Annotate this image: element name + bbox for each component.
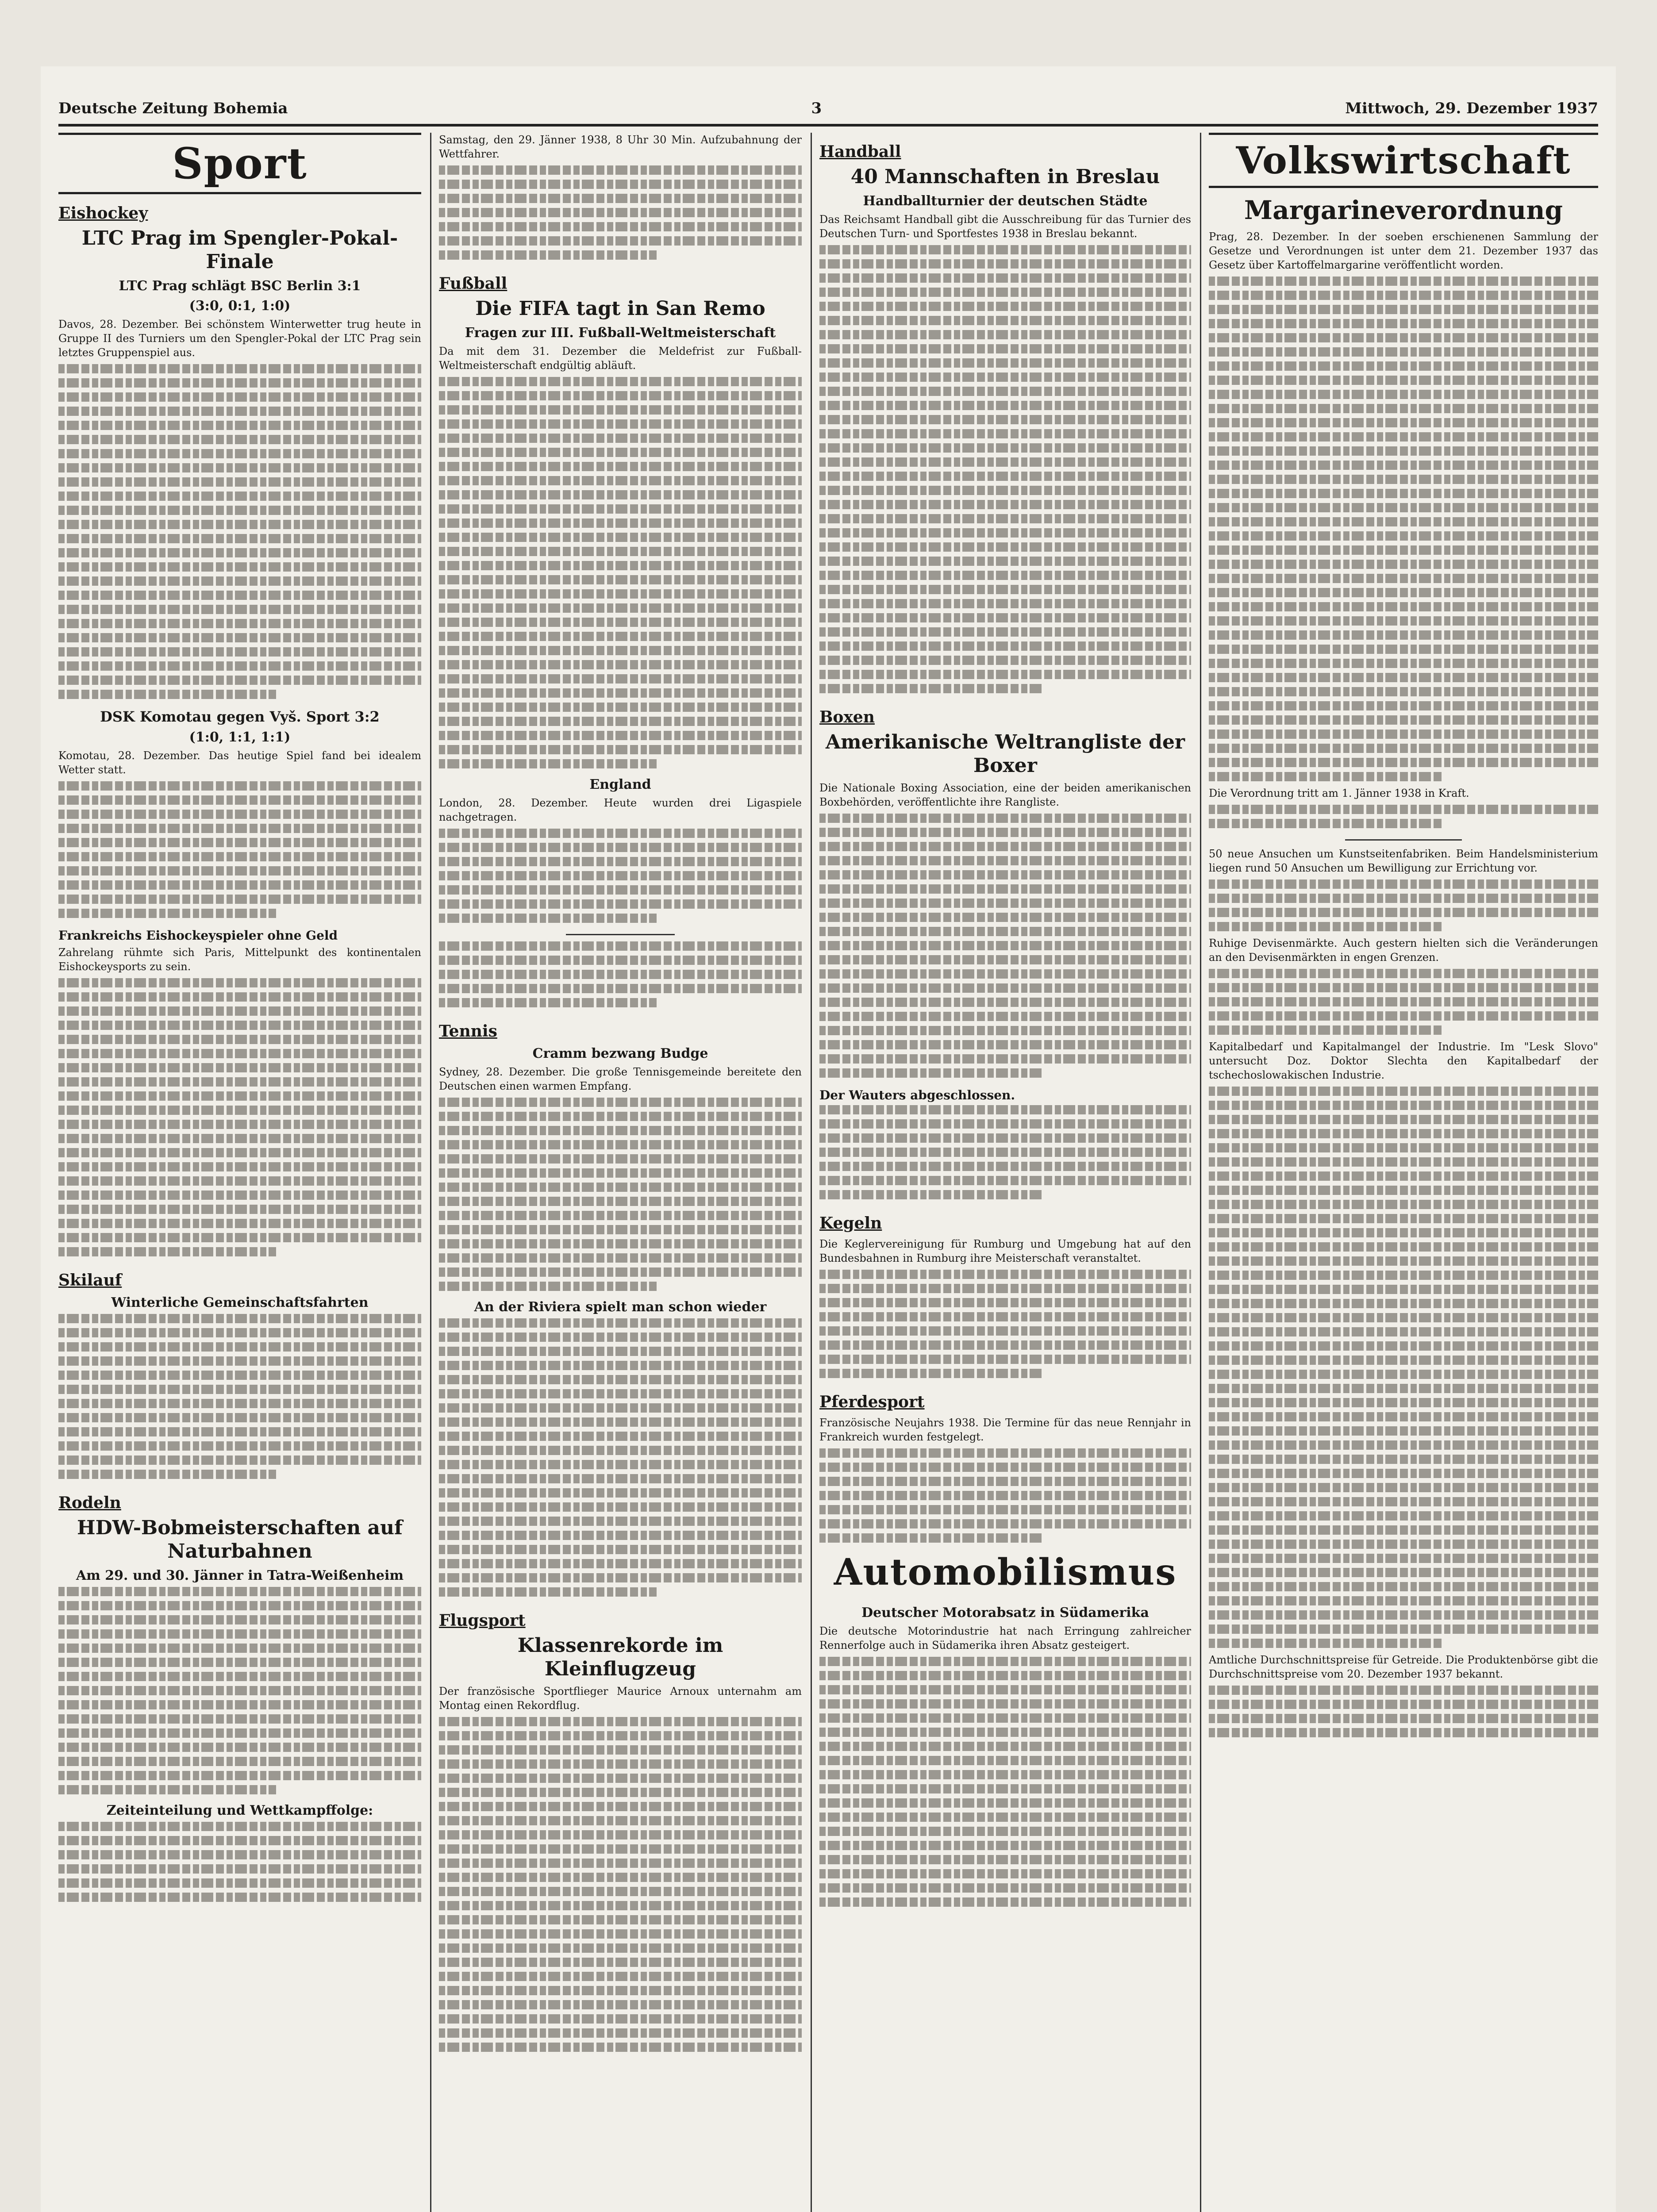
page-number: 3: [811, 100, 822, 117]
page-header: [58, 93, 1598, 127]
article-lead: London, 28. Dezember. Heute wurden drei Ligaspiele nachgetragen.: [439, 796, 802, 823]
article-lead: Zahrelang rühmte sich Paris, Mittelpunkt des kontinentalen Eishockeysports zu sein.: [58, 946, 421, 973]
column-rule: [1200, 133, 1201, 2212]
article-title: Amerikanische Weltrangliste der Boxer: [825, 730, 1185, 777]
article-lead: Komotau, 28. Dezember. Das heutige Spiel fand bei idealem Wetter statt.: [58, 749, 421, 776]
section-rodeln: Rodeln: [58, 1493, 121, 1512]
column-rule: [811, 133, 812, 2212]
article-subtitle: Handballturnier der deutschen Städte: [863, 193, 1148, 209]
column-rule: [430, 133, 431, 2212]
article-lead: Französische Neujahrs 1938. Die Termine für das neue Rennjahr in Frankreich wurden festgelegt.: [819, 1417, 1191, 1444]
section-heading-volkswirtschaft: Volkswirtschaft: [1209, 133, 1598, 188]
article-lead: Der französische Sportflieger Maurice Arnoux unternahm am Montag einen Rekordflug.: [439, 1685, 802, 1712]
article-score: (3:0, 0:1, 1:0): [189, 298, 291, 314]
article-lead: Kapitalbedarf und Kapitalmangel der Industrie. Im "Lesk Slovo" untersucht Doz. Doktor Slechta den Kapitalbedarf der tschechoslowakischen Industrie.: [1209, 1040, 1598, 1081]
article-lead: 50 neue Ansuchen um Kunstseitenfabriken. Beim Handelsministerium liegen rund 50 Ansuchen um Bewilligung zur Errichtung vor.: [1209, 847, 1598, 874]
article-title: 40 Mannschaften in Breslau: [850, 165, 1160, 188]
newspaper-page: [41, 66, 1616, 2212]
column-volkswirtschaft: [1209, 133, 1598, 2212]
section-handball: Handball: [819, 142, 901, 161]
article-title: LTC Prag im Spengler-Pokal-Finale: [81, 227, 398, 273]
section-heading-sport: Sport: [58, 133, 421, 194]
newspaper-name: Deutsche Zeitung Bohemia: [58, 100, 288, 117]
section-eishockey: Eishockey: [58, 204, 148, 223]
article-title: Deutscher Motorabsatz in Südamerika: [861, 1605, 1149, 1621]
article-lead: Amtliche Durchschnittspreise für Getreide. Die Produktenbörse gibt die Durchschnittspreise vom 20. Dezember 1937 bekannt.: [1209, 1653, 1598, 1680]
article-lead: Ruhige Devisenmärkte. Auch gestern hielten sich die Veränderungen an den Devisenmärkten in engen Grenzen.: [1209, 937, 1598, 964]
article-title: Die FIFA tagt in San Remo: [475, 297, 765, 320]
article-subtitle: Am 29. und 30. Jänner in Tatra-Weißenheim: [76, 1567, 404, 1583]
section-heading-automobilismus: Automobilismus: [834, 1551, 1177, 1594]
article-lead: Prag, 28. Dezember. In der soeben erschienenen Sammlung der Gesetze und Verordnungen ist unter dem 21. Dezember 1937 das Gesetz über Kartoffelmargarine veröffentlicht worden.: [1209, 230, 1598, 271]
section-kegeln: Kegeln: [819, 1214, 882, 1233]
schedule-heading: Zeiteinteilung und Wettkampffolge:: [106, 1802, 373, 1818]
article-subtitle: LTC Prag schlägt BSC Berlin 3:1: [119, 278, 361, 294]
article-lead: Die deutsche Motorindustrie hat nach Erringung zahlreicher Rennerfolge auch in Südamerika ihren Absatz gesteigert.: [819, 1625, 1191, 1652]
article-title: DSK Komotau gegen Vyš. Sport 3:2: [100, 708, 380, 725]
section-flugsport: Flugsport: [439, 1611, 526, 1630]
section-boxen: Boxen: [819, 707, 875, 726]
article-lead: Da mit dem 31. Dezember die Meldefrist zur Fußball-Weltmeisterschaft endgültig abläuft.: [439, 345, 802, 372]
article-title: An der Riviera spielt man schon wieder: [474, 1299, 767, 1315]
column-sport-2: [439, 133, 802, 2212]
article-lead: Samstag, den 29. Jänner 1938, 8 Uhr 30 Min. Aufzubahnung der Wettfahrer.: [439, 134, 802, 160]
article-title: Margarineverordnung: [1244, 195, 1563, 225]
article-title: Klassenrekorde im Kleinflugzeug: [517, 1634, 723, 1680]
column-sport: [58, 133, 421, 2212]
article-lead: Die Verordnung tritt am 1. Jänner 1938 in Kraft.: [1209, 787, 1469, 799]
subsection-england: England: [589, 776, 651, 792]
article-score: (1:0, 1:1, 1:1): [189, 729, 291, 745]
article-lead: Die Nationale Boxing Association, eine der beiden amerikanischen Boxbehörden, veröffentlichte ihre Rangliste.: [819, 782, 1191, 809]
article-lead: Sydney, 28. Dezember. Die große Tennisgemeinde bereitete den Deutschen einen warmen Empfang.: [439, 1065, 802, 1092]
article-title: Winterliche Gemeinschaftsfahrten: [111, 1294, 369, 1310]
article-title: Frankreichs Eishockeyspieler ohne Geld: [58, 928, 338, 943]
section-tennis: Tennis: [439, 1022, 497, 1041]
article-title: HDW-Bobmeisterschaften auf Naturbahnen: [77, 1516, 403, 1563]
section-fussball: Fußball: [439, 274, 507, 293]
article-lead: Das Reichsamt Handball gibt die Ausschreibung für das Turnier des Deutschen Turn- und Sportfestes 1938 in Breslau bekannt.: [819, 213, 1191, 240]
article-lead: Die Keglervereinigung für Rumburg und Umgebung hat auf den Bundesbahnen in Rumburg ihre Meisterschaft veranstaltet.: [819, 1238, 1191, 1265]
column-sport-3: [819, 133, 1191, 2212]
article-lead: Davos, 28. Dezember. Bei schönstem Winterwetter trug heute in Gruppe II des Turniers um den Spengler-Pokal der LTC Prag sein letztes Gruppenspiel aus.: [58, 318, 421, 359]
article-subheading: Der Wauters abgeschlossen.: [819, 1088, 1015, 1103]
issue-date: Mittwoch, 29. Dezember 1937: [1345, 100, 1598, 117]
section-pferdesport: Pferdesport: [819, 1393, 925, 1412]
article-subtitle: Fragen zur III. Fußball-Weltmeisterschaft: [465, 325, 776, 341]
article-title: Cramm bezwang Budge: [532, 1045, 708, 1061]
section-skilauf: Skilauf: [58, 1271, 122, 1290]
